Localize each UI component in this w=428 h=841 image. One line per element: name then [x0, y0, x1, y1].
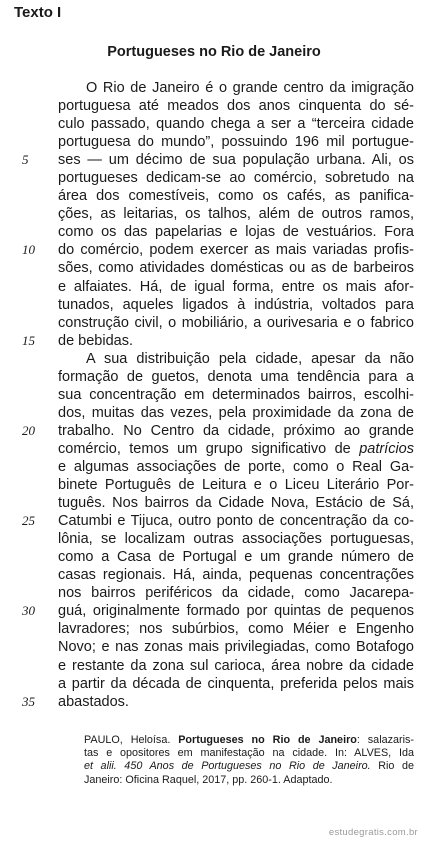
text-line: e restante da zona sul carioca, área nobre da cidade [58, 657, 414, 674]
reference-line [84, 760, 414, 773]
text-line: 15 de bebidas. [22, 332, 133, 349]
text-line: casas regionais. Há, ainda, pequenas concentrações [58, 567, 414, 584]
text-line: O Rio de Janeiro é o grande centro da imigração [86, 80, 414, 96]
reference-line [84, 734, 414, 747]
text-line: 25 Catumbi e Tijuca, outro ponto de concentração da co- [22, 513, 414, 530]
bibliographic-reference [84, 734, 414, 787]
line-number: 25 [22, 513, 35, 529]
reference-city: Rio de [370, 760, 415, 773]
text-line: tuguês. Nos bairros da Cidade Nova, Estácio de Sá, [58, 495, 414, 512]
reference-author: PAULO, Heloísa. [84, 734, 179, 746]
reference-line: tas e opositores em manifestação na cidade. In: ALVES, Ida [84, 747, 414, 760]
text-line: portugueses dedicam-se ao comércio, sobretudo na [58, 170, 414, 187]
line-number: 5 [22, 152, 29, 168]
text-line: ções, as leitarias, os talhos, além de outros ramos, [58, 206, 414, 223]
text-line: e alfaiates. Há, de igual forma, entre os mais afor- [58, 278, 414, 295]
line-number: 10 [22, 242, 35, 258]
text-line: como os das papelarias e lojas de vestuários. Fora [58, 224, 414, 241]
text-title: Portugueses no Rio de Janeiro [107, 44, 321, 60]
reference-book: et alii. 450 Anos de Portugueses no Rio de Janeiro. [84, 760, 371, 773]
body-text [22, 79, 414, 711]
text-line: lônia, se localizam outras associações portuguesas, [58, 531, 414, 548]
text-line: tunados, aqueles ligados à indústria, voltados para [58, 296, 414, 313]
text-line: e algumas associações de porte, como o Real Ga- [58, 458, 414, 475]
text-line: A sua distribuição pela cidade, apesar da não [86, 350, 414, 367]
text-line: Novo; e nas zonas mais privilegiadas, como Botafogo [58, 639, 414, 656]
text-line: portuguesa do mundo”, possuindo 196 mil portugue- [58, 134, 414, 151]
line-number: 20 [22, 422, 35, 438]
text-line: a partir da década de cinquenta, preferida pelos mais [58, 675, 414, 692]
reference-line: Janeiro: Oficina Raquel, 2017, pp. 260-1. Adaptado. [84, 773, 333, 786]
text-line: sua concentração em determinados bairros, escolhi- [58, 386, 414, 403]
section-heading: Texto I [14, 4, 62, 21]
text-line: 20 trabalho. No Centro da cidade, próximo ao grande [22, 422, 414, 439]
text-line: construção civil, o mobiliário, a ourivesaria e o fabrico [58, 314, 414, 331]
text-line: lavradores; nos subúrbios, como Méier e Engenho [58, 621, 414, 638]
reference-title: Portugueses no Rio de Janeiro [178, 734, 357, 746]
text-line: 35 abastados. [22, 693, 129, 710]
text-line: como a Casa de Portugal e um grande número de [58, 549, 414, 566]
reference-subtitle-start: : salazaris- [356, 734, 414, 746]
text-line: formação de guetos, denota uma tendência para a [58, 368, 414, 385]
text-line: sões, como atividades domésticas ou as de barbeiros [58, 260, 414, 277]
text-line: portuguesa até meados dos anos cinquenta do sé- [58, 98, 414, 115]
line-number: 15 [22, 332, 35, 348]
line-number: 30 [22, 603, 35, 619]
text-line: culo passado, quando chega a ser a “terceira cidade [58, 116, 414, 133]
text-line: comércio, temos um grupo significativo de patrícios [58, 440, 414, 457]
text-line: binete Português de Leitura e o Liceu Literário Por- [58, 477, 414, 494]
site-watermark: estudegratis.com.br [328, 827, 418, 838]
text-line: nos bairros periféricos da cidade, como Jacarepa- [58, 585, 414, 602]
text-line: área dos comestíveis, como os cafés, as panifica- [58, 188, 414, 205]
text-line: 5 ses — um décimo de sua população urbana. Ali, os [22, 152, 414, 169]
text-line: dos, muitas das vezes, pela proximidade da zona de [58, 404, 414, 421]
italic-word: patrícios [359, 440, 414, 457]
text-line: 30 guá, originalmente formado por quintas de pequenos [22, 603, 414, 620]
line-number: 35 [22, 693, 35, 709]
text-line: 10 do comércio, podem exercer as mais variadas profis- [22, 242, 414, 259]
